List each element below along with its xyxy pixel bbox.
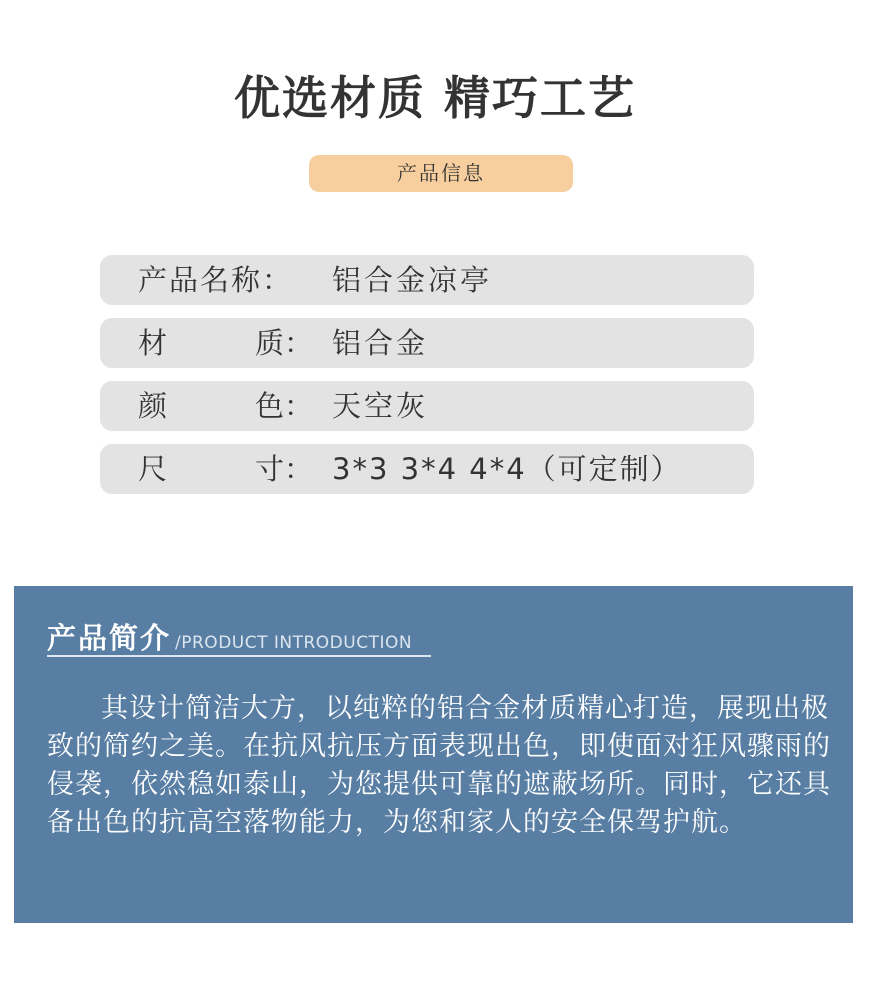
spec-value-name: 铝合金凉亭: [332, 263, 493, 297]
intro-title: 产品简介: [47, 621, 172, 655]
product-intro-panel: [14, 586, 853, 923]
spec-label-size-a: 尺: [138, 452, 168, 486]
page-title: 优选材质 精巧工艺: [233, 71, 636, 125]
spec-label-name: 产品名称：: [138, 263, 294, 297]
spec-row-material: [100, 318, 754, 368]
intro-heading: [47, 616, 412, 657]
intro-subtitle: /PRODUCT INTRODUCTION: [175, 633, 413, 653]
spec-row-size: [100, 444, 754, 494]
spec-label-color-b: 色：: [255, 389, 314, 423]
product-info-badge: 产品信息: [309, 155, 573, 192]
spec-value-color: 天空灰: [332, 389, 429, 423]
intro-paragraph: 其设计简洁大方，以纯粹的铝合金材质精心打造，展现出极致的简约之美。在抗风抗压方面表现出色，即使面对狂风骤雨的侵袭，依然稳如泰山，为您提供可靠的遮蔽场所。同时，它还具备出色的抗高空落物能力，为您和家人的安全保驾护航。: [47, 693, 831, 838]
spec-value-size: 3*3 3*4 4*4（可定制）: [332, 452, 682, 486]
spec-row-name: [100, 255, 754, 305]
spec-label-material-a: 材: [138, 326, 168, 360]
spec-row-color: [100, 381, 754, 431]
spec-label-material-b: 质：: [255, 326, 314, 360]
spec-label-size-b: 寸：: [255, 452, 314, 486]
spec-value-material: 铝合金: [332, 326, 429, 360]
intro-underline: [47, 655, 431, 657]
spec-label-color-a: 颜: [138, 389, 168, 423]
